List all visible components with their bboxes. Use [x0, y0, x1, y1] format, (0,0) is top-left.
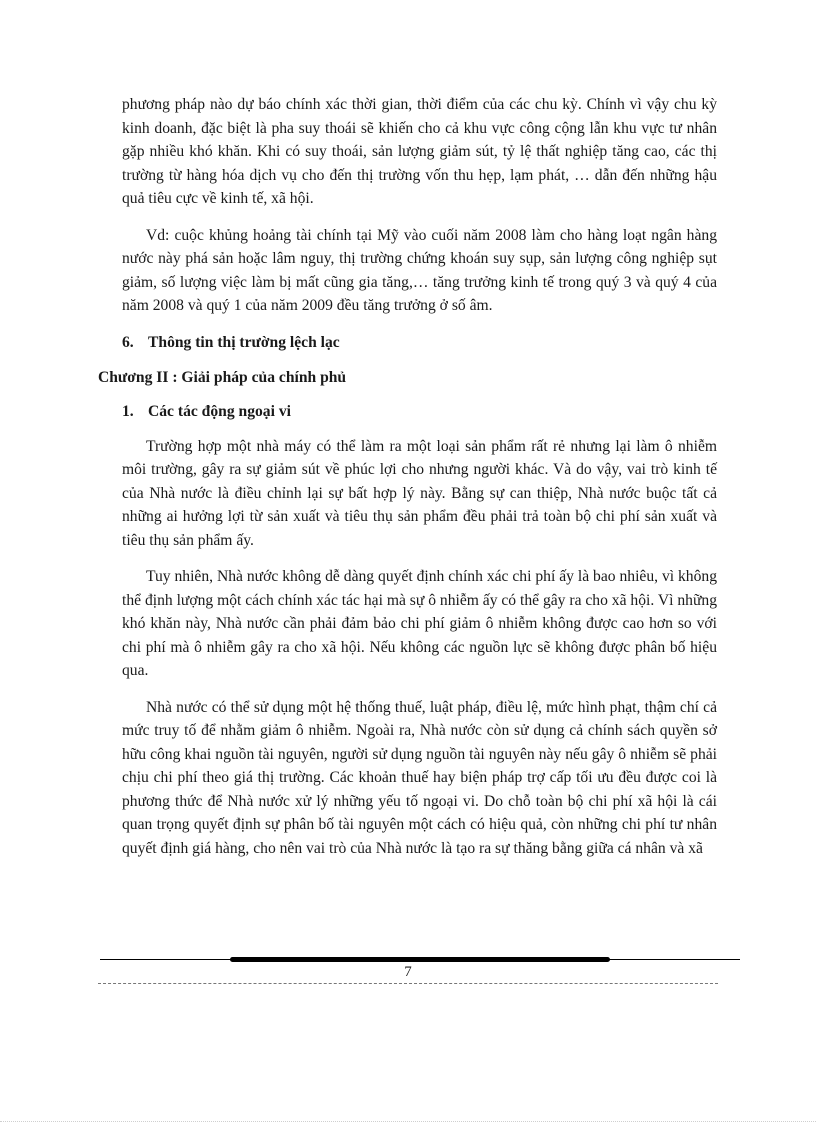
- document-body: [98, 93, 717, 873]
- chapter-heading: Chương II : Giải pháp của chính phủ: [98, 368, 347, 386]
- section-heading-1: [122, 400, 717, 423]
- paragraph-government-tools: Nhà nước có thể sử dụng một hệ thống thuế, luật pháp, điều lệ, mức hình phạt, thậm chí cả mức truy tố để nhằm giảm ô nhiễm. Ngoài ra, Nhà nước còn sử dụng cả chính sách quyền sở hữu công khai nguồn tài nguyên, người sử dụng nguồn tài nguyên này nếu gây ô nhiễm sẽ phải chịu chi phí theo giá thị trường. Các khoản thuế hay biện pháp trợ cấp tối ưu đều được coi là phương thức để Nhà nước xử lý những yếu tố ngoại vi. Do chỗ toàn bộ chi phí xã hội là cái quan trọng quyết định sự phân bố tài nguyên một cách có hiệu quả, còn những chi phí tư nhân quyết định giá hàng, cho nên vai trò của Nhà nước là tạo ra sự thăng bằng giữa cá nhân và xã: [122, 698, 717, 857]
- section-heading-6: [122, 331, 717, 354]
- page-number: 7: [404, 964, 412, 980]
- section-number: 1.: [122, 402, 134, 420]
- section-title: Thông tin thị trường lệch lạc: [148, 333, 340, 351]
- section-number: 6.: [122, 333, 134, 351]
- paragraph-cost-measurement: Tuy nhiên, Nhà nước không dễ dàng quyết định chính xác chi phí ấy là bao nhiêu, vì không thể định lượng một cách chính xác tác hại mà sự ô nhiễm ấy có thể gây ra cho xã hội. Vì những khó khăn này, Nhà nước cần phải đảm bảo chi phí giảm ô nhiễm không được cao hơn so với chi phí mà ô nhiễm gây ra cho xã hội. Nếu không các nguồn lực sẽ không được phân bố hiệu qua.: [122, 568, 717, 679]
- page-bottom-edge: [0, 1121, 816, 1122]
- paragraph-example-crisis: Vd: cuộc khủng hoảng tài chính tại Mỹ vào cuối năm 2008 làm cho hàng loạt ngân hàng nước này phá sản hoặc lâm nguy, thị trường chứng khoán suy sụp, sản lượng công nghiệp sụt giảm, số lượng việc làm bị mất cũng gia tăng,… tăng trưởng kinh tế trong quý 3 và quý 4 của năm 2008 và quý 1 của năm 2009 đều tăng trưởng ở số âm.: [122, 226, 717, 314]
- paragraph-business-cycle: phương pháp nào dự báo chính xác thời gian, thời điểm của các chu kỳ. Chính vì vậy chu kỳ kinh doanh, đặc biệt là pha suy thoái sẽ khiến cho cả khu vực công cộng lẫn khu vực tư nhân gặp nhiều khó khăn. Khi có suy thoái, sản lượng giảm sút, tỷ lệ thất nghiệp tăng cao, các thị trường từ hàng hóa dịch vụ cho đến thị trường vốn thu hẹp, lạm phát, … dẫn đến những hậu quả tiêu cực về kinh tế, xã hội.: [122, 96, 717, 207]
- section-title: Các tác động ngoại vi: [148, 402, 291, 420]
- paragraph-pollution-example: Trường hợp một nhà máy có thể làm ra một loại sản phẩm rất rẻ nhưng lại làm ô nhiễm môi trường, gây ra sự giảm sút về phúc lợi cho nhưng người khác. Và do vậy, vai trò kinh tế của Nhà nước là điều chỉnh lại sự bất hợp lý này. Bằng sự can thiệp, Nhà nước buộc tất cả những ai hưởng lợi từ sản xuất và tiêu thụ sản phẩm đều phải trả toàn bộ chi phí sản xuất và tiêu thụ sản phẩm ấy.: [122, 437, 717, 549]
- footer-dashed-line: [98, 983, 718, 984]
